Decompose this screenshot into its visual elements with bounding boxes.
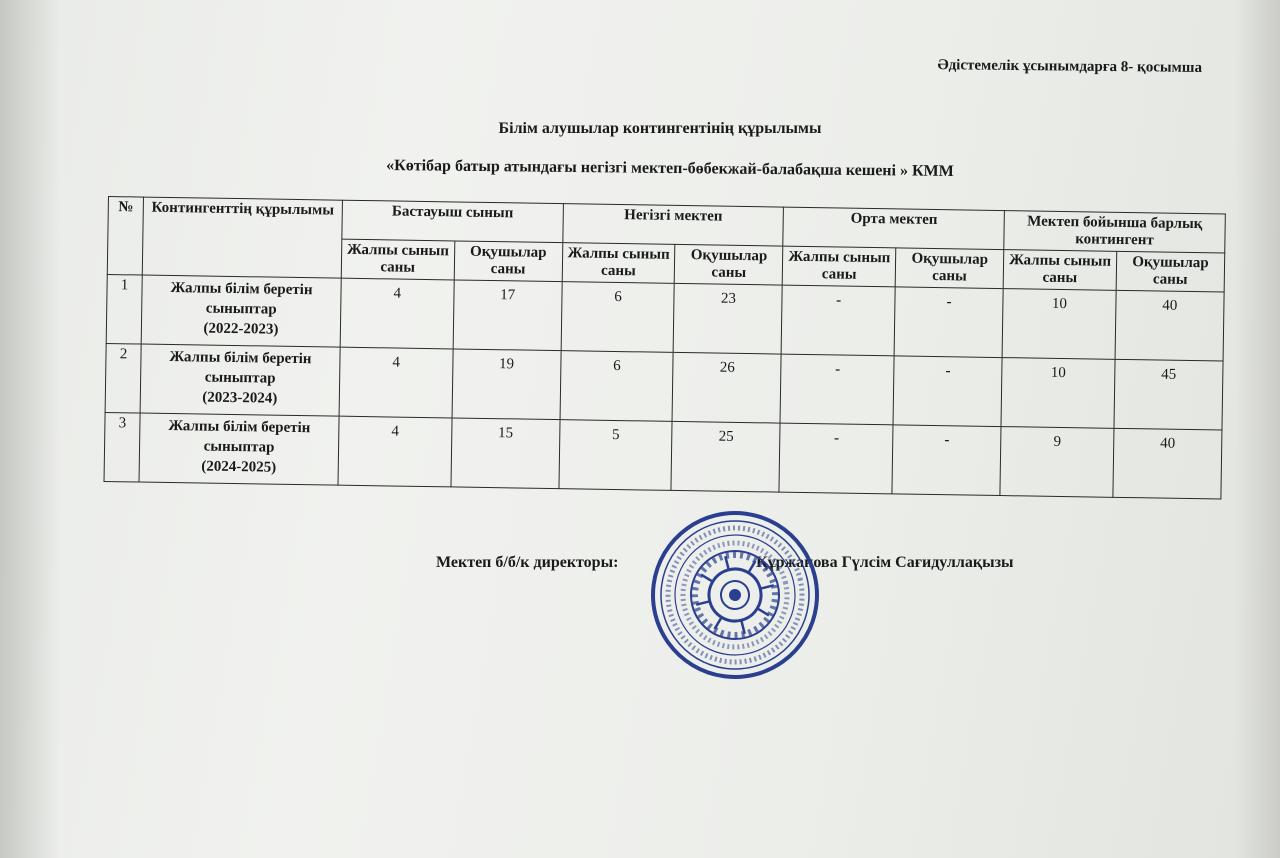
right-shadow <box>1235 0 1280 858</box>
cell-secondary-students: - <box>893 356 1002 427</box>
cell-secondary-students: - <box>892 425 1001 496</box>
cell-basic-classes: 6 <box>561 282 675 353</box>
cell-basic-students: 26 <box>672 352 781 423</box>
cell-total-classes: 10 <box>1001 358 1115 429</box>
cell-basic-students: 23 <box>673 283 782 354</box>
annex-note: Әдістемелік ұсынымдарға 8- қосымша <box>937 57 1203 76</box>
row-period: (2022-2023) <box>203 320 279 338</box>
cell-primary-students: 15 <box>451 418 560 489</box>
signature-label: Мектеп б/б/к директоры: <box>436 554 619 571</box>
cell-secondary-classes: - <box>782 285 896 356</box>
row-name: Жалпы білім беретін сыныптар <box>169 348 312 387</box>
cell-primary-students: 19 <box>452 349 561 420</box>
header-group-total: Мектеп бойынша барлық контингент <box>1004 211 1225 253</box>
header-group-basic: Негізгі мектеп <box>563 204 784 246</box>
cell-basic-classes: 5 <box>559 420 673 491</box>
cell-primary-classes: 4 <box>339 347 453 418</box>
cell-primary-students: 17 <box>453 280 562 351</box>
cell-total-classes: 9 <box>1000 427 1114 498</box>
row-name-cell <box>141 275 341 347</box>
contingent-table-wrapper <box>104 196 1226 500</box>
cell-basic-classes: 6 <box>560 351 674 422</box>
header-structure: Контингенттің құрылымы <box>142 197 342 278</box>
row-name: Жалпы білім беретін сыныптар <box>170 279 313 318</box>
header-sub-classes: Жалпы сынып саны <box>562 243 675 284</box>
cell-total-classes: 10 <box>1002 289 1116 360</box>
header-sub-classes: Жалпы сынып саны <box>783 246 896 287</box>
row-number: 3 <box>104 412 140 482</box>
row-period: (2024-2025) <box>201 458 277 476</box>
cell-total-students: 40 <box>1115 290 1224 361</box>
header-group-secondary: Орта мектеп <box>783 207 1004 249</box>
cell-secondary-students: - <box>894 287 1003 358</box>
contingent-table <box>104 196 1226 500</box>
document-title: Білім алушылар контингентінің құрылымы <box>498 120 822 137</box>
cell-primary-classes: 4 <box>340 278 454 349</box>
header-sub-students: Оқушылар саны <box>675 244 784 285</box>
header-no: № <box>107 197 143 276</box>
cell-secondary-classes: - <box>780 354 894 425</box>
row-number: 1 <box>106 274 142 344</box>
cell-total-students: 40 <box>1113 428 1222 499</box>
director-name: Құржанова Гүлсім Сағидуллақызы <box>756 554 1014 571</box>
row-name-cell <box>139 413 339 485</box>
row-name-cell <box>140 344 340 416</box>
row-name: Жалпы білім беретін сыныптар <box>168 417 311 456</box>
cell-secondary-classes: - <box>779 423 893 494</box>
row-number: 2 <box>105 343 141 413</box>
header-sub-classes: Жалпы сынып саны <box>341 239 454 280</box>
header-sub-students: Оқушылар саны <box>1116 251 1225 292</box>
left-shadow <box>0 0 60 858</box>
document-subtitle: «Көтібар батыр атындағы негізгі мектеп-бөбекжай-балабақша кешені » КММ <box>386 157 954 180</box>
header-sub-students: Оқушылар саны <box>895 248 1004 289</box>
cell-total-students: 45 <box>1114 359 1223 430</box>
cell-primary-classes: 4 <box>338 416 452 487</box>
header-group-primary: Бастауыш сынып <box>342 200 563 242</box>
header-sub-students: Оқушылар саны <box>454 241 563 282</box>
header-sub-classes: Жалпы сынып саны <box>1003 250 1116 291</box>
cell-basic-students: 25 <box>671 421 780 492</box>
row-period: (2023-2024) <box>202 389 278 407</box>
